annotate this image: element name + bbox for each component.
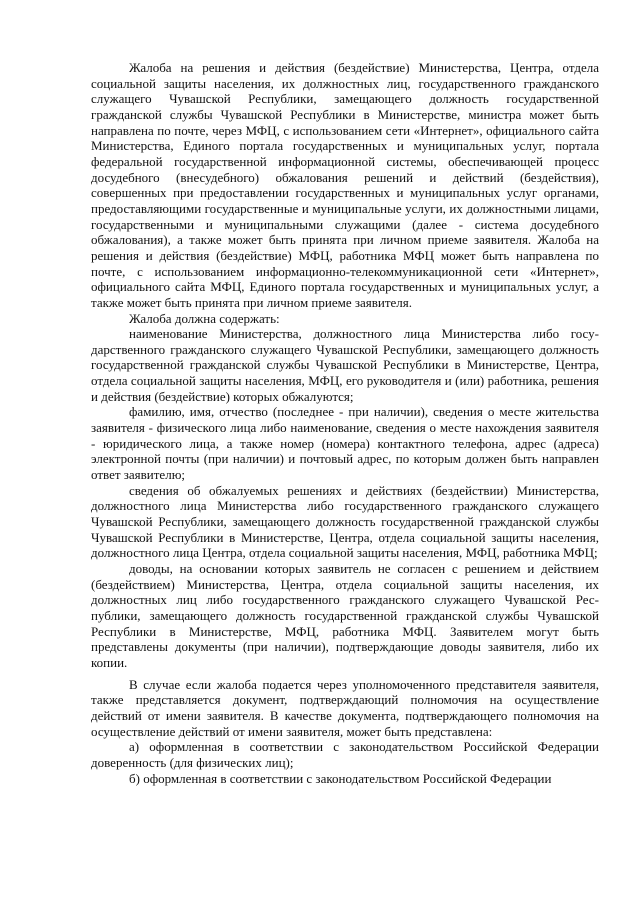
paragraph-appealed-decisions: сведения об обжалуемых решениях и действиях (бездействии) Министерства, должностного лица Министерства либо государственного гражданского служащего Чувашской Республики, замещающего должность государственной гражданской службы Чувашской Республики в Министерстве, Центра, отдела социальной защиты населения, должностного лица Центра, отдела социальной защиты населения, МФЦ, работника МФЦ;	[91, 482, 599, 561]
paragraph-authority-name: наименование Министерства, должностного лица Министерства либо государственного гражданского служащего Чувашской Республики, замещающего должность государственной гражданской службы Чувашской Республики в Министерстве, Центра, отдела социальной защиты населения, МФЦ, его руководителя и (или) работника, решения и действия (бездействие) которых обжалуются;	[91, 326, 599, 404]
paragraph-complaint-contents-intro: Жалоба должна содержать:	[129, 310, 280, 326]
paragraph-item-a: а) оформленная в соответствии с законодательством Российской Федерации доверенность (для физических лиц);	[91, 739, 599, 770]
paragraph-complaint-channels: Жалоба на решения и действия (бездействие) Министерства, Центра, отдела социальной защиты населения, их должностных лиц, государственного гражданского служащего Чувашской Республики, замещающего должность государственной гражданской службы Чувашской Республики в Министерстве, министра может быть направлена по почте, через МФЦ, с использованием сети «Интернет», официального сайта Министерства, Единого портала государственных и муниципальных услуг, портала федеральной государственной информационной системы, обеспечивающей процесс досудебного (внесудебного) обжалования решений и действий (бездействия), совершенных при предоставлении государственных и муниципальных услуг органами, предоставляющими государственные и муниципальные услуги, их должностными лицами, государственными и муниципальными служащими (далее - система досудебного обжалования), а также может быть принята при личном приеме заявителя. Жалоба на решения и действия (бездействие) МФЦ, работника МФЦ может быть направлена по почте, с использованием информационно-телекоммуникационной сети «Интернет», официального сайта МФЦ, Единого портала государственных и муниципальных услуг, а также может быть принята при личном приеме заявителя.	[91, 60, 599, 310]
document-text	[91, 60, 599, 786]
paragraph-arguments: доводы, на основании которых заявитель не согласен с решением и действием (бездействием) Министерства, Центра, отдела социальной защиты населения, их должностных лиц либо государственного гражданского служащего Чувашской Республики, замещающего должность государственной гражданской службы Чувашской Республики в Министерстве, МФЦ, работника МФЦ. Заявителем могут быть представлены документы (при наличии), подтверждающие доводы заявителя, либо их копии.	[91, 561, 599, 670]
paragraph-item-b: б) оформленная в соответствии с законодательством Российской Федерации	[129, 770, 552, 786]
paragraph-representative: В случае если жалоба подается через уполномоченного представителя заявителя, также представляется документ, подтверждающий полномочия на осуществление действий от имени заявителя. В качестве документа, подтверждающего полномочия на осуществление действий от имени заявителя, может быть представлена:	[91, 676, 599, 739]
paragraph-applicant-details: фамилию, имя, отчество (последнее - при наличии), сведения о месте жительства заявителя - физического лица либо наименование, сведения о месте нахождения заявителя - юридического лица, а также номер (номера) контактного телефона, адрес (адреса) электронной почты (при наличии) и почтовый адрес, по которым должен быть направлен ответ заявителю;	[91, 404, 599, 483]
